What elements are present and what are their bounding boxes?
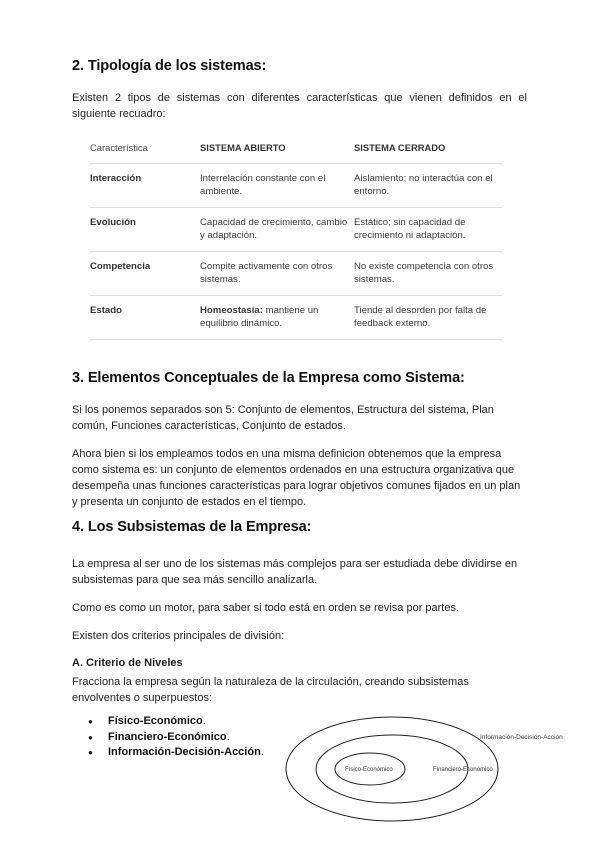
row-open-value: Interrelación constante con el ambiente. — [200, 173, 326, 197]
section-3-paragraph-2-line-2: como sistema es: un conjunto de elementos ordenados en una estructura organizativa que — [72, 464, 515, 476]
section-4-paragraph-2: Como es como un motor, para saber si todo está en orden se revisa por partes. — [72, 602, 460, 614]
row-open-value — [200, 305, 350, 330]
section-3-paragraph-1-line-1: Si los ponemos separados son 5: Conjunto de elementos, Estructura del sistema, Plan — [72, 404, 494, 416]
criterion-a-line-1: Fracciona la empresa según la naturaleza de la circulación, creando subsistemas — [72, 676, 469, 688]
row-closed-value: Tiende al desorden por falta de feedback externo. — [354, 305, 487, 329]
table-header-open: SISTEMA ABIERTO — [200, 142, 286, 153]
list-item-label: Financiero-Económico — [108, 730, 227, 743]
homeostasia-term: Homeostasia: — [200, 305, 263, 316]
table-header-row — [90, 138, 502, 164]
list-item: ● Físico-Económico. — [88, 714, 264, 730]
subsystem-list — [88, 714, 264, 761]
comparison-table — [90, 138, 502, 340]
section-4-paragraph-3: Existen dos criterios principales de división: — [72, 630, 285, 642]
homeostasia-text: mantiene un equilibrio dinámico. — [200, 305, 319, 329]
criterion-a-line-2: envolventes o superpuestos: — [72, 692, 213, 704]
outer-label: Información-Decisión-Acción — [480, 734, 563, 741]
section-3-title: 3. Elementos Conceptuales de la Empresa como Sistema: — [72, 370, 465, 386]
row-closed-value: Aislamiento; no interactúa con el entorno. — [354, 173, 493, 197]
table-row — [90, 252, 502, 296]
list-item: ● Financiero-Económico. — [88, 730, 264, 746]
nested-subsystems-diagram — [282, 712, 563, 842]
criterion-a-title: A. Criterio de Niveles — [72, 657, 183, 669]
section-3-paragraph-1-line-2: común, Funciones características, Conjunto de estados. — [72, 420, 346, 432]
list-item-label: Físico-Económico — [108, 715, 203, 727]
row-label: Estado — [90, 305, 122, 316]
section-4-title: 4. Los Subsistemas de la Empresa: — [72, 519, 312, 535]
section-3-paragraph-2-line-3: desempeña unas funciones características para lograr objetivos comunes fijados en un plan — [72, 480, 521, 492]
row-open-value: Capacidad de crecimiento, cambio y adaptación. — [200, 217, 348, 241]
middle-label: Financiero-Económico — [433, 767, 493, 773]
list-item: ● Información-Decisión-Acción. — [88, 745, 264, 761]
section-4-paragraph-1-line-1: La empresa al ser uno de los sistemas más complejos para ser estudiada debe dividirse en — [72, 558, 518, 570]
row-closed-value: No existe competencia con otros sistemas. — [354, 261, 494, 285]
table-row — [90, 208, 502, 252]
inner-label: Físico-Económico — [345, 767, 393, 773]
list-item-label: Información-Decisión-Acción — [108, 746, 261, 758]
table-row — [90, 164, 502, 208]
row-closed-value: Estático; sin capacidad de crecimiento ni adaptación. — [354, 217, 466, 241]
section-2-title: 2. Tipología de los sistemas: — [72, 58, 267, 74]
row-label: Interacción — [90, 173, 142, 184]
section-2-intro: Existen 2 tipos de sistemas con diferentes características que vienen definidos en el siguiente recuadro: — [72, 92, 527, 120]
table-header-closed: SISTEMA CERRADO — [354, 142, 446, 153]
row-label: Evolución — [90, 217, 136, 228]
section-3-paragraph-2-line-1: Ahora bien si los empleamos todos en una misma definicion obtenemos que la empresa — [72, 448, 502, 460]
section-3-paragraph-2-line-4: y presenta un conjunto de estados en el tiempo. — [72, 496, 307, 508]
row-label: Competencia — [90, 261, 151, 272]
table-header-characteristic: Característica — [90, 142, 148, 153]
section-4-paragraph-1-line-2: subsistemas para que sea más sencillo analizarla. — [72, 574, 318, 586]
row-open-value: Compite activamente con otros sistemas. — [200, 261, 333, 285]
table-row — [90, 296, 502, 340]
